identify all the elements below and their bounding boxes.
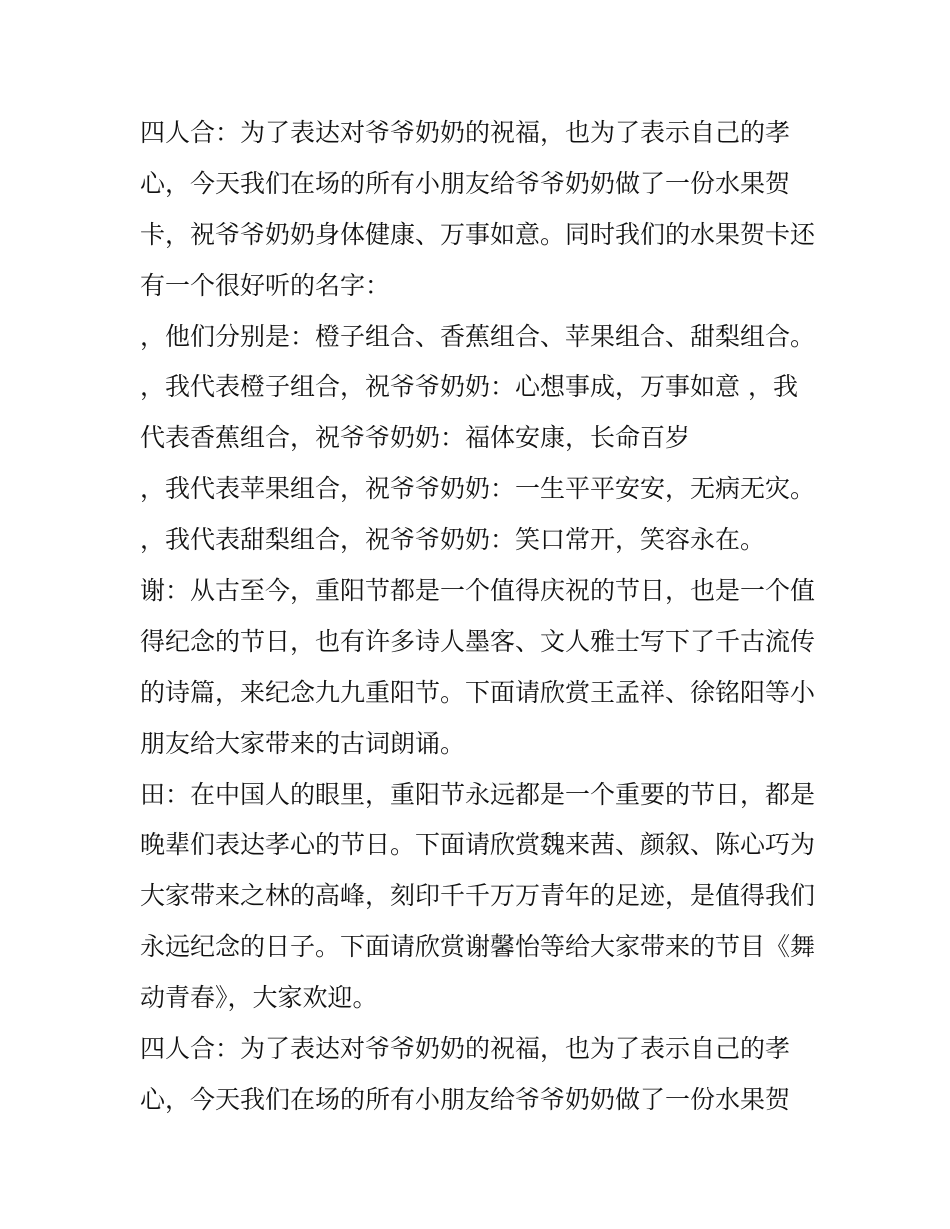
text-line: ，我代表橙子组合，祝爷爷奶奶：心想事成，万事如意 ，我 — [140, 372, 798, 402]
text-line: 卡，祝爷爷奶奶身体健康、万事如意。同时我们的水果贺卡还 — [140, 219, 816, 249]
text-line: 四人合：为了表达对爷爷奶奶的祝福，也为了表示自己的孝 — [140, 1034, 791, 1064]
text-line: 晚辈们表达孝心的节日。下面请欣赏魏来茜、颜叙、陈心巧为 — [140, 830, 816, 860]
text-line: ，我代表苹果组合，祝爷爷奶奶：一生平平安安，无病无灾。 — [140, 474, 816, 504]
document-body — [140, 108, 820, 1126]
text-line: 有一个很好听的名字： — [140, 270, 391, 300]
text-line: 田：在中国人的眼里，重阳节永远都是一个重要的节日，都是 — [140, 779, 816, 809]
text-line: 得纪念的节日，也有许多诗人墨客、文人雅士写下了千古流传 — [140, 626, 816, 656]
text-line: 大家带来之林的高峰，刻印千千万万青年的足迹，是值得我们 — [140, 881, 816, 911]
text-line: 代表香蕉组合，祝爷爷奶奶：福体安康，长命百岁 — [140, 423, 691, 453]
text-line: ，我代表甜梨组合，祝爷爷奶奶：笑口常开，笑容永在。 — [140, 525, 766, 555]
text-line: 动青春》，大家欢迎。 — [140, 983, 378, 1013]
text-line: 永远纪念的日子。下面请欣赏谢馨怡等给大家带来的节目《舞 — [140, 932, 816, 962]
text-line: 的诗篇，来纪念九九重阳节。下面请欣赏王孟祥、徐铭阳等小 — [140, 677, 816, 707]
text-line: 朋友给大家带来的古词朗诵。 — [140, 728, 466, 758]
text-line: 心，今天我们在场的所有小朋友给爷爷奶奶做了一份水果贺 — [140, 168, 791, 198]
text-line: 谢：从古至今，重阳节都是一个值得庆祝的节日，也是一个值 — [140, 576, 816, 606]
text-line: ，他们分别是：橙子组合、香蕉组合、苹果组合、甜梨组合。 — [140, 321, 816, 351]
text-line: 心，今天我们在场的所有小朋友给爷爷奶奶做了一份水果贺 — [140, 1084, 791, 1114]
text-line: 四人合：为了表达对爷爷奶奶的祝福，也为了表示自己的孝 — [140, 118, 791, 147]
